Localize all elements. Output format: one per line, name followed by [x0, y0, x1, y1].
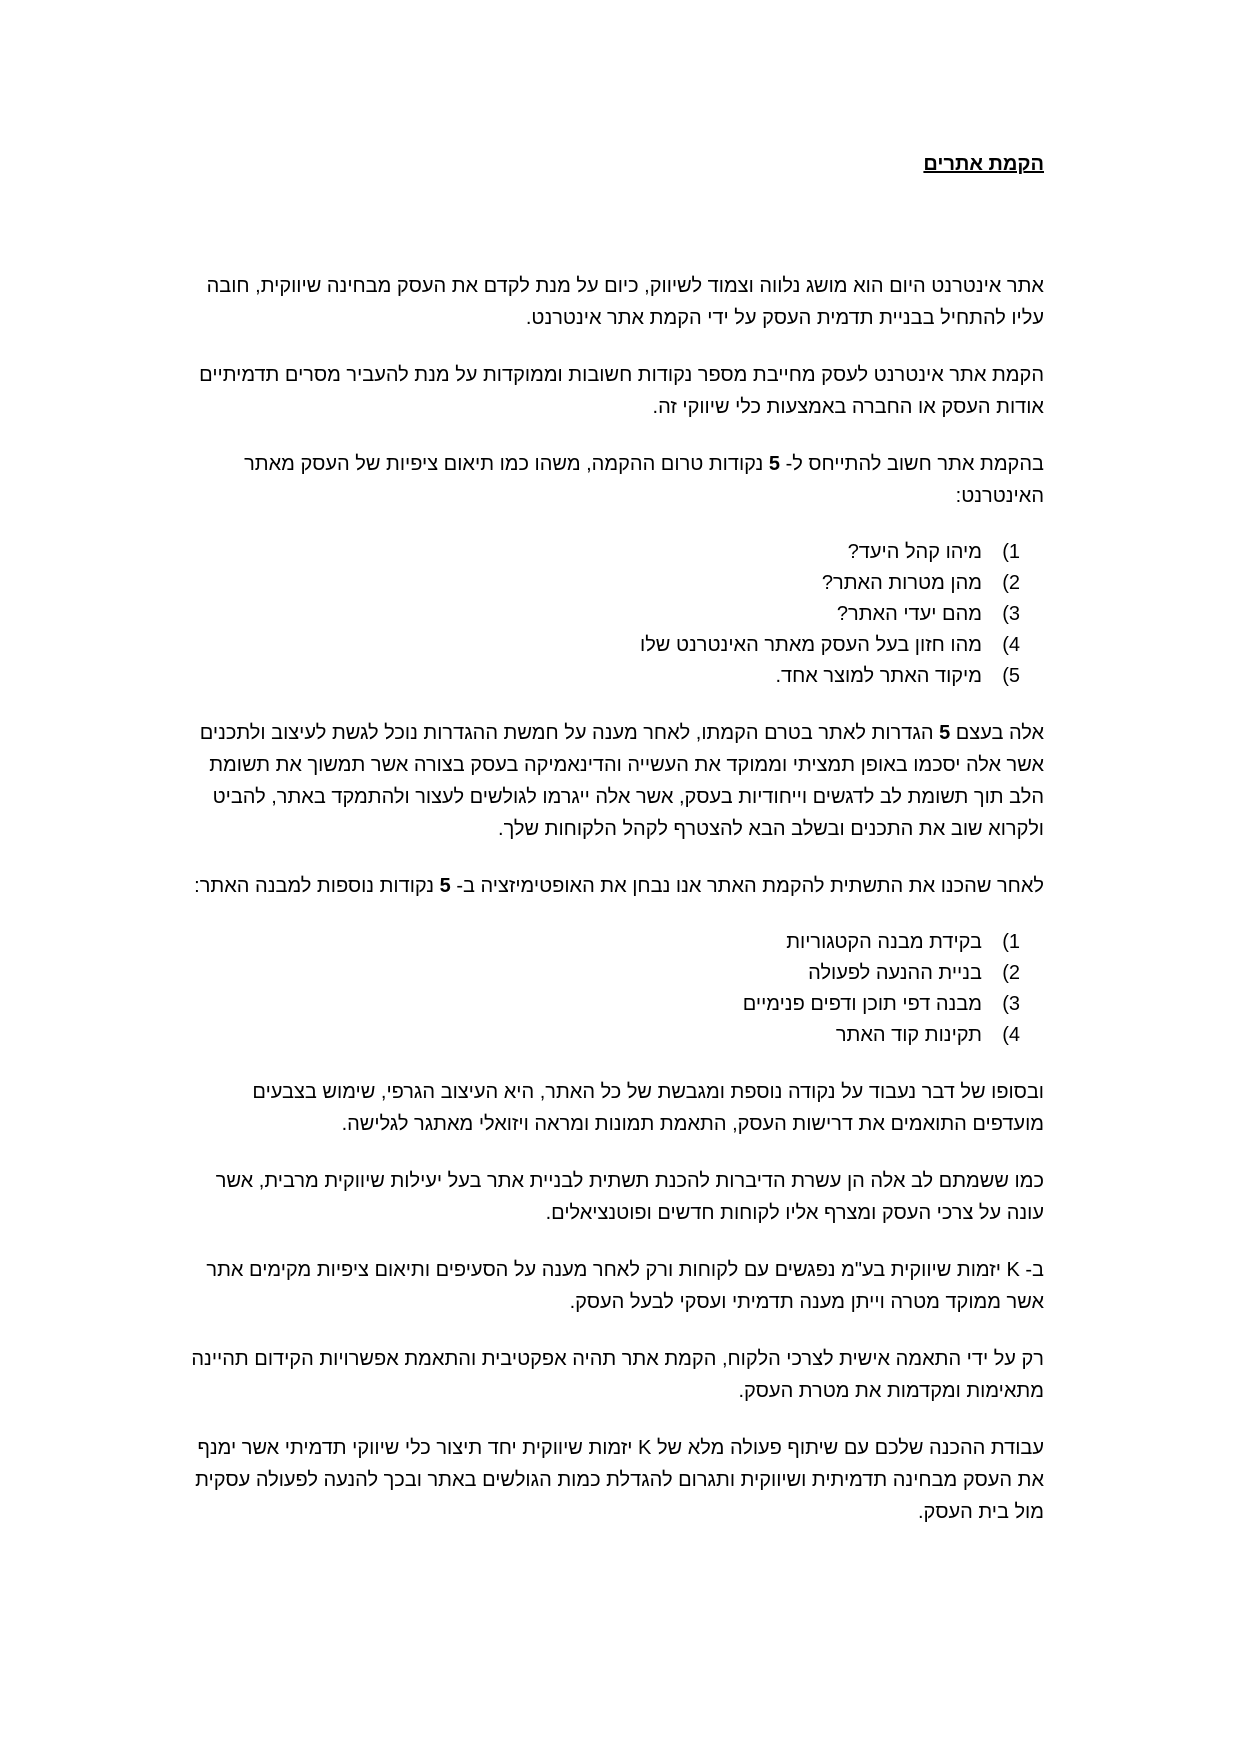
list-number: 2)	[1002, 962, 1020, 984]
list-text: מיקוד האתר למוצר אחד.	[775, 665, 982, 687]
list-pre-build-questions	[184, 537, 1056, 692]
list-item	[184, 630, 1020, 661]
bold-number: 5	[768, 453, 781, 475]
paragraph-intro: אתר אינטרנט היום הוא מושג נלווה וצמוד לשיווק, כיום על מנת לקדם את העסק מבחינה שיווקית, חובה עליו להתחיל בבניית תדמית העסק על ידי הקמת אתר אינטרנט.	[206, 275, 1044, 329]
list-number: 5)	[1002, 665, 1020, 687]
paragraph-pre-build-points	[186, 448, 1056, 512]
paragraph-optimization	[186, 870, 1056, 902]
list-item	[184, 1020, 1020, 1051]
list-text: תקינות קוד האתר	[835, 1024, 982, 1046]
document-title: הקמת אתרים	[923, 153, 1044, 175]
list-number: 4)	[1002, 634, 1020, 656]
paragraph-design-content	[186, 717, 1056, 845]
list-item	[184, 599, 1020, 630]
list-number: 1)	[1002, 541, 1020, 563]
paragraph-requirements: הקמת אתר אינטרנט לעסק מחייבת מספר נקודות חשובות וממוקדות על מנת להעביר מסרים תדמיתיים אודות העסק או החברה באמצעות כלי שיווקי זה.	[199, 364, 1044, 418]
paragraph-conclusion: עבודת ההכנה שלכם עם שיתוף פעולה מלא של K יזמות שיווקית יחד תיצור כלי שיווקי תדמיתי אשר ימנף את העסק מבחינה תדמיתית ושיווקית ותגרום להגדלת כמות הגולשים באתר ובכך להנעה לפעולה עסקית מול בית העסק.	[195, 1437, 1044, 1523]
list-text: מהן מטרות האתר?	[821, 572, 982, 594]
list-item	[184, 537, 1020, 568]
list-item	[184, 661, 1020, 692]
paragraph-graphic-design: ובסופו של דבר נעבוד על נקודה נוספת ומגבשת של כל האתר, היא העיצוב הגרפי, שימוש בצבעים מועדפים התואמים את דרישות העסק, התאמת תמונות ומראה ויזואלי מאתגר לגלישה.	[252, 1081, 1044, 1135]
paragraph-company-meeting: ב- K יזמות שיווקית בע"מ נפגשים עם לקוחות ורק לאחר מענה על הסעיפים ותיאום ציפיות מקימים אתר אשר ממוקד מטרה וייתן מענה תדמיתי ועסקי לבעל העסק.	[206, 1259, 1044, 1313]
bold-number: 5	[939, 722, 951, 744]
bold-number: 5	[439, 875, 451, 897]
list-number: 1)	[1002, 931, 1020, 953]
list-item	[184, 927, 1020, 958]
paragraph-ten-commandments: כמו ששמתם לב אלה הן עשרת הדיברות להכנת תשתית לבניית אתר בעל יעילות שיווקית מרבית, אשר עונה על צרכי העסק ומצרף אליו לקוחות חדשים ופוטנציאלים.	[215, 1170, 1044, 1224]
list-number: 3)	[1002, 993, 1020, 1015]
list-text: מהו חזון בעל העסק מאתר האינטרנט שלו	[640, 634, 982, 656]
list-number: 2)	[1002, 572, 1020, 594]
list-item	[184, 989, 1020, 1020]
list-number: 3)	[1002, 603, 1020, 625]
text-segment: נקודות נוספות למבנה האתר:	[194, 875, 440, 897]
text-segment: הגדרות לאתר בטרם הקמתו, לאחר מענה על חמשת ההגדרות נוכל לגשת לעיצוב ולתכנים אשר אלה יסכמו באופן תמציתי וממוקד את העשייה והדינאמיקה בעסק בצורה אשר תמשוך את תשומת הלב תוך תשומת לב לדגשים וייחודיות בעסק, אשר אלה ייגרמו לגולשים לעצור ולהתמקד באתר, להביט ולקרוא שוב את התכנים ובשלב הבא להצטרף לקהל הלקוחות שלך.	[199, 722, 1044, 840]
text-segment: נקודות טרום ההקמה, משהו כמו תיאום ציפיות של העסק מאתר האינטרנט:	[244, 453, 1044, 507]
text-segment: לאחר שהכנו את התשתית להקמת האתר אנו נבחן את האופטימיזציה ב-	[450, 875, 1044, 897]
list-text: בניית ההנעה לפעולה	[808, 962, 982, 984]
list-text: מהם יעדי האתר?	[836, 603, 982, 625]
text-segment: בהקמת אתר חשוב להתייחס ל-	[780, 453, 1044, 475]
list-number: 4)	[1002, 1024, 1020, 1046]
list-text: מיהו קהל היעד?	[847, 541, 982, 563]
list-text: בקידת מבנה הקטגוריות	[786, 931, 982, 953]
paragraph-personal-fit: רק על ידי התאמה אישית לצרכי הלקוח, הקמת אתר תהיה אפקטיבית והתאמת אפשרויות הקידום תהיינה מתאימות ומקדמות את מטרת העסק.	[191, 1348, 1044, 1402]
list-text: מבנה דפי תוכן ודפים פנימיים	[742, 993, 982, 1015]
list-optimization-points	[184, 927, 1056, 1051]
text-segment: אלה בעצם	[950, 722, 1044, 744]
list-item	[184, 568, 1020, 599]
list-item	[184, 958, 1020, 989]
